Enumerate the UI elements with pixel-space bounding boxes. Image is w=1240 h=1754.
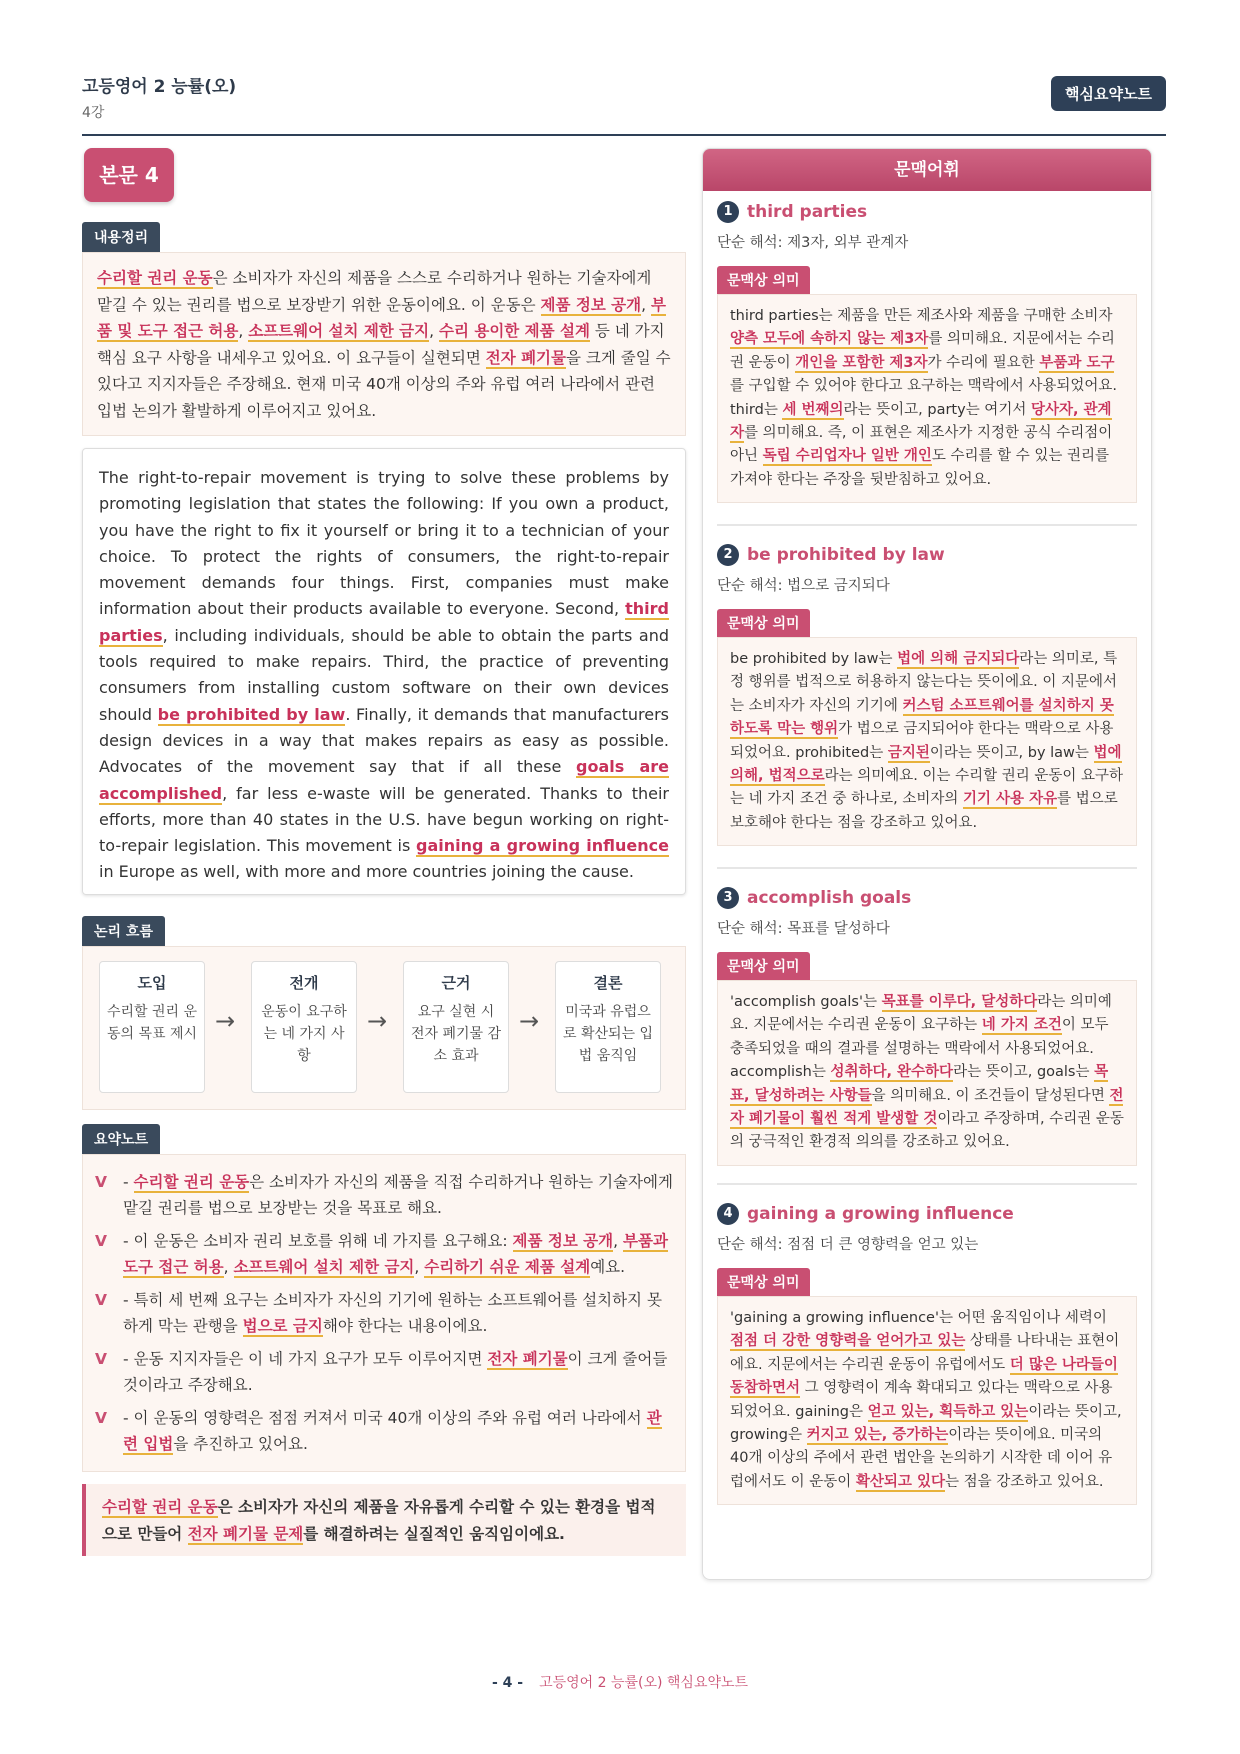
highlight: 당사자, 관계자 — [730, 401, 1112, 442]
ctx-text: 이 모두 충족되었을 때의 결과를 설명하는 맥락에서 사용되었어요. accomplish는 — [730, 1017, 1109, 1081]
highlight: 목표, 달성하려는 사항들 — [730, 1064, 1109, 1104]
vocab-term-heading — [717, 544, 1137, 566]
flow-step-evidence — [403, 961, 509, 1093]
vocab-term-heading — [717, 1203, 1137, 1225]
note-item — [95, 1287, 673, 1339]
note-type-badge: 핵심요약노트 — [1051, 76, 1166, 111]
ctx-text: 이라는 뜻이고, by law는 — [929, 744, 1094, 761]
highlight: 수리할 권리 운동 — [97, 269, 213, 287]
note-text: 해야 한다는 내용이에요. — [322, 1317, 488, 1335]
highlight: 성취하다, 완수하다 — [830, 1064, 954, 1081]
page-footer — [0, 1672, 1240, 1692]
simple-meaning: 단순 해석: 법으로 금지되다 — [717, 578, 890, 594]
passage-highlight: be prohibited by law — [157, 704, 346, 724]
entry-divider — [717, 1183, 1137, 1185]
note-text: , — [223, 1258, 234, 1276]
ctx-text: 를 의미해요. 지문에서는 수리권 운동이 — [730, 331, 1115, 371]
conclusion-box — [82, 1484, 686, 1556]
highlight: 수리 용이한 제품 설계 — [439, 322, 590, 340]
context-meaning-label: 문맥상 의미 — [717, 609, 810, 637]
ctx-text: 가 수리에 필요한 — [927, 354, 1040, 371]
ctx-text: be prohibited by law는 — [730, 651, 898, 667]
context-meaning-text — [717, 980, 1137, 1166]
passage-text: , far less e-waste will be generated. Thanks to their efforts, more than 40 states in the U.S. have begun working on right-to-repair legislation. This movement is — [99, 783, 669, 856]
ctx-text: 그 영향력이 계속 확대되고 있다는 맥락으로 사용되었어요. gaining은 — [730, 1380, 1113, 1420]
check-mark-icon: V — [95, 1350, 107, 1368]
summary-text: 은 소비자가 자신의 제품을 스스로 수리하거나 원하는 기술자에게 맡길 수 있는 권리를 법으로 보장받기 위한 운동이에요. 이 운동은 — [97, 269, 652, 314]
highlight: 점점 더 강한 영향력을 얻어가고 있는 — [730, 1333, 966, 1350]
highlight: 부품과 도구 접근 허용 — [123, 1232, 668, 1276]
highlight: 금지된 — [887, 744, 930, 761]
context-meaning-text — [717, 1296, 1137, 1505]
ctx-text: 라는 뜻이고, goals는 — [953, 1064, 1095, 1081]
ctx-text: 이라는 뜻이고, growing은 — [730, 1403, 1122, 1444]
note-item — [95, 1228, 673, 1280]
highlight: 소프트웨어 설치 제한 금지 — [248, 322, 430, 340]
highlight: 부품 및 도구 접근 허용 — [97, 295, 666, 340]
reading-passage — [82, 448, 686, 895]
ctx-text: 'accomplish goals'는 — [730, 994, 882, 1010]
note-text: - 이 운동의 영향력은 점점 커져서 미국 40개 이상의 주와 유럽 여러 나라에서 — [123, 1409, 647, 1427]
footer-text: 고등영어 2 능률(오) 핵심요약노트 — [539, 1675, 749, 1691]
vocab-term: accomplish goals — [747, 888, 912, 908]
vocab-entry-1 — [717, 201, 1137, 503]
ctx-text: 상태를 나타내는 표현이에요. 지문에서는 수리권 운동이 유럽에서도 — [730, 1333, 1120, 1373]
logic-flow-box — [82, 946, 686, 1110]
context-meaning-text — [717, 637, 1137, 846]
passage-text: . Finally, it demands that manufacturers design devices in a way that makes repairs as easy as possible. Advocates of the movement say that if all these — [99, 704, 669, 777]
ctx-text: 라는 의미로, 특정 행위를 법적으로 허용하지 않는다는 뜻이에요. 이 지문에서는 소비자가 자신의 기기에 — [730, 651, 1118, 714]
page-number: - 4 - — [491, 1675, 524, 1691]
arrow-right-icon: → — [215, 1007, 236, 1035]
vocab-entry-2 — [717, 544, 1137, 846]
ctx-text: 라는 의미예요. 이는 수리할 권리 운동이 요구하는 네 가지 조건 중 하나로, 소비자의 — [730, 768, 1124, 808]
vocab-term: gaining a growing influence — [747, 1204, 1014, 1224]
note-text: - — [123, 1173, 134, 1191]
ctx-text: 이라는 뜻이에요. 미국의 40개 이상의 주에서 관련 법안을 논의하기 시작한 데 이어 유럽에서도 이 운동이 — [730, 1427, 1113, 1490]
highlight: 기기 사용 자유 — [962, 791, 1058, 808]
conclusion-text: 를 해결하려는 실질적인 움직임이에요. — [303, 1525, 565, 1543]
ctx-text: 를 법으로 보호해야 한다는 점을 강조하고 있어요. — [730, 791, 1118, 831]
simple-meaning: 단순 해석: 제3자, 외부 관계자 — [717, 235, 909, 251]
highlight: 수리할 권리 운동 — [102, 1498, 218, 1516]
document-title: 고등영어 2 능률(오) — [82, 77, 237, 97]
check-mark-icon: V — [95, 1173, 107, 1191]
content-summary-box — [82, 252, 686, 436]
summary-text: , — [429, 322, 439, 340]
highlight: 관련 입법 — [123, 1409, 662, 1453]
passage-highlight: third parties — [99, 599, 669, 645]
highlight: 양측 모두에 속하지 않는 제3자 — [730, 331, 929, 348]
note-text: , — [613, 1232, 623, 1250]
flow-step-conclusion — [555, 961, 661, 1093]
highlight: 더 많은 나라들이 동참하면서 — [730, 1356, 1118, 1397]
conclusion-text: 은 소비자가 자신의 제품을 자유롭게 수리할 수 있는 환경을 법적으로 만들어 — [102, 1498, 656, 1543]
highlight: 법으로 금지 — [242, 1317, 323, 1335]
ctx-text: 을 의미해요. 이 조건들이 달성된다면 — [871, 1087, 1110, 1104]
context-meaning-label: 문맥상 의미 — [717, 266, 810, 294]
simple-meaning: 단순 해석: 목표를 달성하다 — [717, 921, 890, 937]
context-meaning-text — [717, 294, 1137, 503]
vocab-panel-title: 문맥어휘 — [703, 149, 1151, 191]
check-mark-icon: V — [95, 1291, 107, 1309]
flow-step-development — [251, 961, 357, 1093]
highlight: 법에 의해, 법적으로 — [730, 744, 1122, 785]
passage-text: , including individuals, should be able to obtain the parts and tools required to make repairs. Third, the practice of preventing consumers from installing custom software on their own devices should — [99, 625, 669, 724]
highlight: 부품과 도구 — [1039, 354, 1115, 371]
number-badge: 4 — [717, 1203, 739, 1225]
note-item — [95, 1169, 673, 1221]
summary-text: 등 네 가지 핵심 요구 사항을 내세우고 있어요. 이 요구들이 실현되면 — [97, 322, 665, 367]
highlight: 법에 의해 금지되다 — [897, 651, 1020, 667]
section-tab: 본문 4 — [84, 148, 174, 202]
vocab-term-heading — [717, 201, 1137, 223]
highlight: 세 번째의 — [782, 401, 844, 418]
passage-text: The right-to-repair movement is trying to solve these problems by promoting legislation that states the following: If you own a product, you have the right to fix it yourself or bring it to a technician of your choice. To protect the rights of consumers, the right-to-repair movement demands four things. First, companies must make information about their products available to everyone. Second, — [99, 468, 669, 619]
page-header — [82, 72, 1166, 136]
note-text: - 운동 지지자들은 이 네 가지 요구가 모두 이루어지면 — [123, 1350, 488, 1368]
ctx-text: 'gaining a growing influence'는 어떤 움직임이나 세력이 — [730, 1310, 1107, 1326]
highlight: 수리하기 쉬운 제품 설계 — [424, 1258, 591, 1276]
summary-text: , — [238, 322, 249, 340]
highlight: 확산되고 있다 — [855, 1473, 945, 1490]
ctx-text: 는 점을 강조하고 있어요. — [944, 1473, 1104, 1490]
ctx-text: 를 의미해요. 즉, 이 표현은 제조사가 지정한 공식 수리점이 아닌 — [730, 425, 1113, 465]
passage-text: in Europe as well, with more and more countries joining the cause. — [99, 862, 634, 882]
passage-highlight: gaining a growing influence — [416, 836, 670, 856]
arrow-right-icon: → — [367, 1007, 388, 1035]
flow-step-title: 도입 — [137, 974, 167, 992]
number-badge: 1 — [717, 201, 739, 223]
highlight: 목표를 이루다, 달성하다 — [881, 994, 1038, 1010]
arrow-right-icon: → — [519, 1007, 540, 1035]
check-mark-icon: V — [95, 1232, 107, 1250]
highlight: 제품 정보 공개 — [512, 1232, 614, 1250]
vocab-entry-3 — [717, 887, 1137, 1166]
flow-step-title: 전개 — [289, 974, 319, 992]
summary-notes-box — [82, 1154, 686, 1472]
note-text: , — [414, 1258, 425, 1276]
highlight: 전자 폐기물이 훨씬 적게 발생할 것 — [730, 1087, 1124, 1128]
highlight: 전자 폐기물 문제 — [187, 1525, 304, 1543]
flow-step-intro — [99, 961, 205, 1093]
entry-divider — [717, 867, 1137, 869]
vocab-term: be prohibited by law — [747, 545, 945, 565]
passage-highlight: goals are accomplished — [99, 757, 669, 803]
note-text: - 이 운동은 소비자 권리 보호를 위해 네 가지를 요구해요: — [123, 1232, 513, 1250]
entry-divider — [717, 524, 1137, 526]
context-vocabulary-panel — [702, 148, 1152, 1580]
ctx-text: 가 법으로 금지되어야 한다는 맥락으로 사용되었어요. prohibited는 — [730, 721, 1114, 761]
highlight: 커지고 있는, 증가하는 — [806, 1427, 949, 1444]
flow-step-desc: 운동이 요구하는 네 가지 사항 — [261, 1004, 347, 1064]
summary-text: 을 크게 줄일 수 있다고 지지자들은 주장해요. 현재 미국 40개 이상의 주와 유럽 여러 나라에서 관련 입법 논의가 활발하게 이루어지고 있어요. — [97, 348, 671, 420]
number-badge: 3 — [717, 887, 739, 909]
flow-step-desc: 수리할 권리 운동의 목표 제시 — [106, 1004, 198, 1042]
context-meaning-label: 문맥상 의미 — [717, 952, 810, 980]
ctx-text: 도 수리를 할 수 있는 권리를 가져야 한다는 주장을 뒷받침하고 있어요. — [730, 448, 1109, 488]
flow-step-title: 근거 — [441, 974, 471, 992]
ctx-text: 이라고 주장하며, 수리권 운동의 궁극적인 환경적 의의를 강조하고 있어요. — [730, 1111, 1124, 1151]
ctx-text: 라는 의미예요. 지문에서는 수리권 운동이 요구하는 — [730, 994, 1112, 1034]
vocab-term-heading — [717, 887, 1137, 909]
number-badge: 2 — [717, 544, 739, 566]
summary-text: , — [641, 295, 651, 314]
note-text: 이 크게 줄어들 것이라고 주장해요. — [123, 1350, 668, 1394]
vocab-term: third parties — [747, 202, 868, 222]
highlight: 전자 폐기물 — [485, 348, 566, 367]
note-item — [95, 1346, 673, 1398]
note-text: 은 소비자가 자신의 제품을 직접 수리하거나 원하는 기술자에게 맡길 권리를 법으로 보장받는 것을 목표로 해요. — [123, 1173, 673, 1217]
flow-step-desc: 요구 실현 시 전자 폐기물 감소 효과 — [410, 1004, 502, 1064]
highlight: 수리할 권리 운동 — [133, 1173, 250, 1191]
notes-label: 요약노트 — [82, 1124, 160, 1154]
highlight: 커스텀 소프트웨어를 설치하지 못하도록 막는 행위 — [730, 697, 1114, 738]
ctx-text: 라는 뜻이고, party는 여기서 — [843, 401, 1031, 418]
ctx-text: third parties는 제품을 만든 제조사와 제품을 구매한 소비자 — [730, 308, 1113, 324]
flow-step-desc: 미국과 유럽으로 확산되는 입법 움직임 — [562, 1004, 654, 1064]
flow-label: 논리 흐름 — [82, 916, 165, 946]
note-text: - 특히 세 번째 요구는 소비자가 자신의 기기에 원하는 소프트웨어를 설치하지 못하게 막는 관행을 — [123, 1291, 662, 1335]
highlight: 독립 수리업자나 일반 개인 — [762, 448, 932, 465]
simple-meaning: 단순 해석: 점점 더 큰 영향력을 얻고 있는 — [717, 1237, 979, 1253]
vocab-entry-4 — [717, 1203, 1137, 1505]
highlight: 소프트웨어 설치 제한 금지 — [233, 1258, 415, 1276]
check-mark-icon: V — [95, 1409, 107, 1427]
note-text: 을 추진하고 있어요. — [173, 1435, 308, 1453]
summary-label: 내용정리 — [82, 222, 160, 252]
highlight: 제품 정보 공개 — [540, 295, 642, 314]
highlight: 개인을 포함한 제3자 — [795, 354, 928, 371]
lesson-number: 4강 — [82, 105, 105, 121]
highlight: 전자 폐기물 — [487, 1350, 568, 1368]
flow-step-title: 결론 — [593, 974, 623, 992]
highlight: 얻고 있는, 획득하고 있는 — [867, 1403, 1029, 1420]
note-text: 예요. — [590, 1258, 626, 1276]
ctx-text: 를 구입할 수 있어야 한다고 요구하는 맥락에서 사용되었어요. third는 — [730, 378, 1118, 418]
context-meaning-label: 문맥상 의미 — [717, 1268, 810, 1296]
highlight: 네 가지 조건 — [981, 1017, 1062, 1034]
note-item — [95, 1405, 673, 1457]
